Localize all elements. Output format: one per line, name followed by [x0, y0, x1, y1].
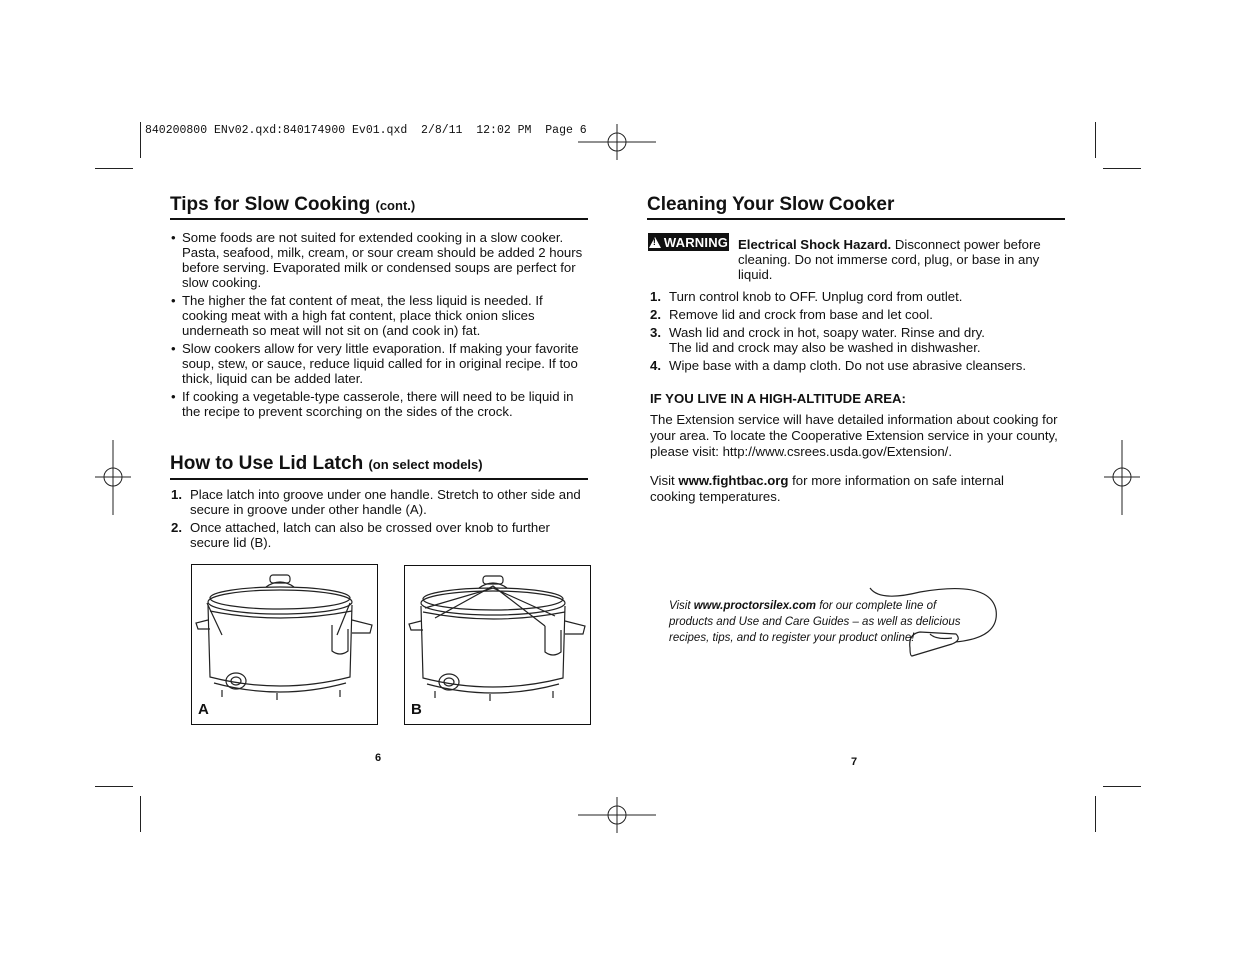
altitude-paragraph: The Extension service will have detailed information about cooking for your area. To locate the Cooperative Extension service in your county, please visit: http://www.csrees.usda.gov/Extension/.	[650, 412, 1058, 459]
tips-bullet: • Some foods are not suited for extended cooking in a slow cooker. Pasta, seafood, milk, cream, or sour cream should be added 2 hours before serving. Evaporated milk or condensed soups are perfect for slow cooking.	[170, 230, 590, 290]
tips-heading-rule	[170, 218, 588, 220]
tips-heading: Tips for Slow Cooking (cont.)	[170, 194, 416, 215]
fightbac-link[interactable]: www.fightbac.org	[678, 473, 789, 488]
cleaning-heading-rule	[647, 218, 1065, 220]
warning-badge: ! WARNING	[648, 233, 729, 251]
promo-text: Visit www.proctorsilex.com for our complete line of products and Use and Care Guides – as well as delicious recipes, tips, and to register your product online!	[669, 600, 961, 644]
altitude-heading: IF YOU LIVE IN A HIGH-ALTITUDE AREA:	[650, 391, 906, 406]
warning-triangle-icon	[649, 237, 661, 248]
cleaning-step: 4. Wipe base with a damp cloth. Do not use abrasive cleansers.	[650, 358, 1026, 373]
tips-list	[170, 230, 590, 422]
tips-bullet: • If cooking a vegetable-type casserole, there will need to be liquid in the recipe to prevent scorching on the sides of the crock.	[170, 389, 590, 419]
figure-a-label: A	[198, 701, 209, 718]
figure-a	[191, 564, 378, 725]
cleaning-step: 3. Wash lid and crock in hot, soapy water. Rinse and dry. The lid and crock may also be washed in dishwasher.	[650, 325, 985, 355]
warning-text: Electrical Shock Hazard. Disconnect power before cleaning. Do not immerse cord, plug, or base in any liquid.	[738, 237, 1041, 282]
cleaning-step: 1. Turn control knob to OFF. Unplug cord from outlet.	[650, 289, 963, 304]
latch-heading: How to Use Lid Latch (on select models)	[170, 453, 483, 474]
proctorsilex-link[interactable]: www.proctorsilex.com	[693, 600, 816, 612]
latch-step: 2. Once attached, latch can also be crossed over knob to further secure lid (B).	[171, 520, 550, 550]
slow-cooker-latch-illustration-b	[405, 566, 590, 724]
page-number-right: 7	[851, 756, 858, 768]
latch-step: 1. Place latch into groove under one handle. Stretch to other side and secure in groove under other handle (A).	[171, 487, 581, 517]
tips-bullet: • The higher the fat content of meat, the less liquid is needed. If cooking meat with a high fat content, place thick onion slices underneath so meat will not sit on (and cook in) fat.	[170, 293, 590, 338]
cleaning-steps	[650, 289, 1062, 376]
file-slug-line: 840200800 ENv02.qxd:840174900 Ev01.qxd 2/8/11 12:02 PM Page 6	[145, 124, 587, 137]
tips-bullet: • Slow cookers allow for very little evaporation. If making your favorite soup, stew, or sauce, reduce liquid called for in original recipe. If too thick, liquid can be added later.	[170, 341, 590, 386]
latch-steps	[171, 487, 581, 553]
figure-b	[404, 565, 591, 725]
page-number-left: 6	[375, 752, 382, 764]
fightbac-paragraph: Visit www.fightbac.org for more information on safe internal cooking temperatures.	[650, 473, 1004, 504]
figure-b-label: B	[411, 701, 422, 718]
cleaning-heading: Cleaning Your Slow Cooker	[647, 194, 895, 215]
cleaning-step: 2. Remove lid and crock from base and let cool.	[650, 307, 933, 322]
latch-heading-rule	[170, 478, 588, 480]
slow-cooker-latch-illustration-a	[192, 565, 377, 724]
